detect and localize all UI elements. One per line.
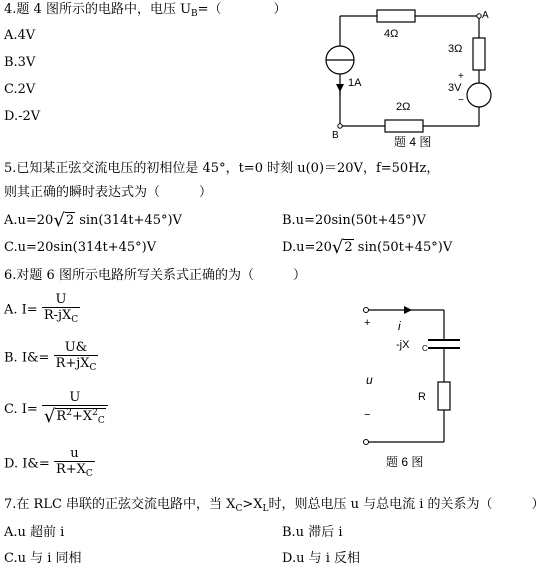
q7-option-d: D.u 与 i 反相 [282, 551, 361, 566]
q6-option-b: B. I&= $\frac{U\&}{R+jX_C}$ [4, 340, 97, 373]
svg-text:i: i [398, 319, 401, 333]
svg-text:-jX: -jX [396, 339, 410, 351]
svg-text:+: + [364, 317, 371, 329]
q6-option-a: A. I= $\frac{U}{R-jX_C}$ [4, 292, 79, 325]
q6-option-c: C. I= $\frac{U}{√R^2+X^2_C}$ [4, 390, 108, 429]
svg-text:3Ω: 3Ω [448, 43, 463, 55]
q6-option-d: D. I&= $\frac{u}{R+X_C}$ [4, 446, 93, 479]
q4-option-d: D.-2V [4, 109, 41, 124]
svg-text:C: C [422, 344, 428, 353]
svg-text:R: R [418, 391, 426, 403]
q4-circuit-figure [318, 6, 493, 151]
q4-option-c: C.2V [4, 82, 36, 97]
svg-text:−: − [458, 95, 464, 106]
resistor-2ohm [385, 120, 423, 132]
svg-text:+: + [458, 71, 464, 82]
q5-option-c: C.u=20sin(314t+45°)V [4, 240, 157, 255]
q5-stem-line1: 5.已知某正弦交流电压的初相位是 45°，t=0 时刻 u(0)＝20V，f=50Hz， [4, 161, 440, 176]
resistor-r [438, 382, 450, 410]
q4-option-b: B.3V [4, 55, 36, 70]
q7-option-b: B.u 滞后 i [282, 525, 343, 540]
q4-option-a: A.4V [4, 28, 36, 43]
q5-stem-line2: 则其正确的瞬时表达式为（ ） [4, 185, 213, 200]
q6-stem: 6.对题 6 图所示电路所写关系式正确的为（ ） [4, 268, 306, 283]
svg-text:−: − [364, 409, 371, 421]
q5-option-b: B.u=20sin(50t+45°)V [282, 213, 426, 228]
voltage-source [467, 83, 491, 107]
svg-text:A: A [482, 10, 489, 21]
svg-text:题 6 图: 题 6 图 [386, 455, 424, 469]
q7-option-a: A.u 超前 i [4, 525, 65, 540]
q5-option-a: A.u=20√2 sin(314t+45°)V [4, 210, 182, 231]
q5-option-d: D.u=20√2 sin(50t+45°)V [282, 237, 453, 258]
resistor-4ohm [377, 10, 415, 22]
resistor-3ohm [473, 38, 485, 70]
svg-text:4Ω: 4Ω [384, 28, 399, 40]
svg-text:1A: 1A [348, 77, 362, 89]
q7-option-c: C.u 与 i 同相 [4, 551, 82, 566]
svg-text:B: B [332, 130, 339, 141]
q7-stem: 7.在 RLC 串联的正弦交流电路中，当 $X_C>X_L$时，则总电压 u 与总电流 i 的关系为（ ） [4, 497, 545, 514]
svg-text:3V: 3V [448, 82, 462, 94]
svg-text:题 4 图: 题 4 图 [394, 135, 432, 149]
q4-stem: 4.题 4 图所示的电路中，电压 $U_B=$（ ） [4, 2, 287, 19]
q6-circuit-figure [352, 300, 492, 475]
svg-text:2Ω: 2Ω [396, 101, 411, 113]
svg-text:u: u [366, 373, 373, 387]
